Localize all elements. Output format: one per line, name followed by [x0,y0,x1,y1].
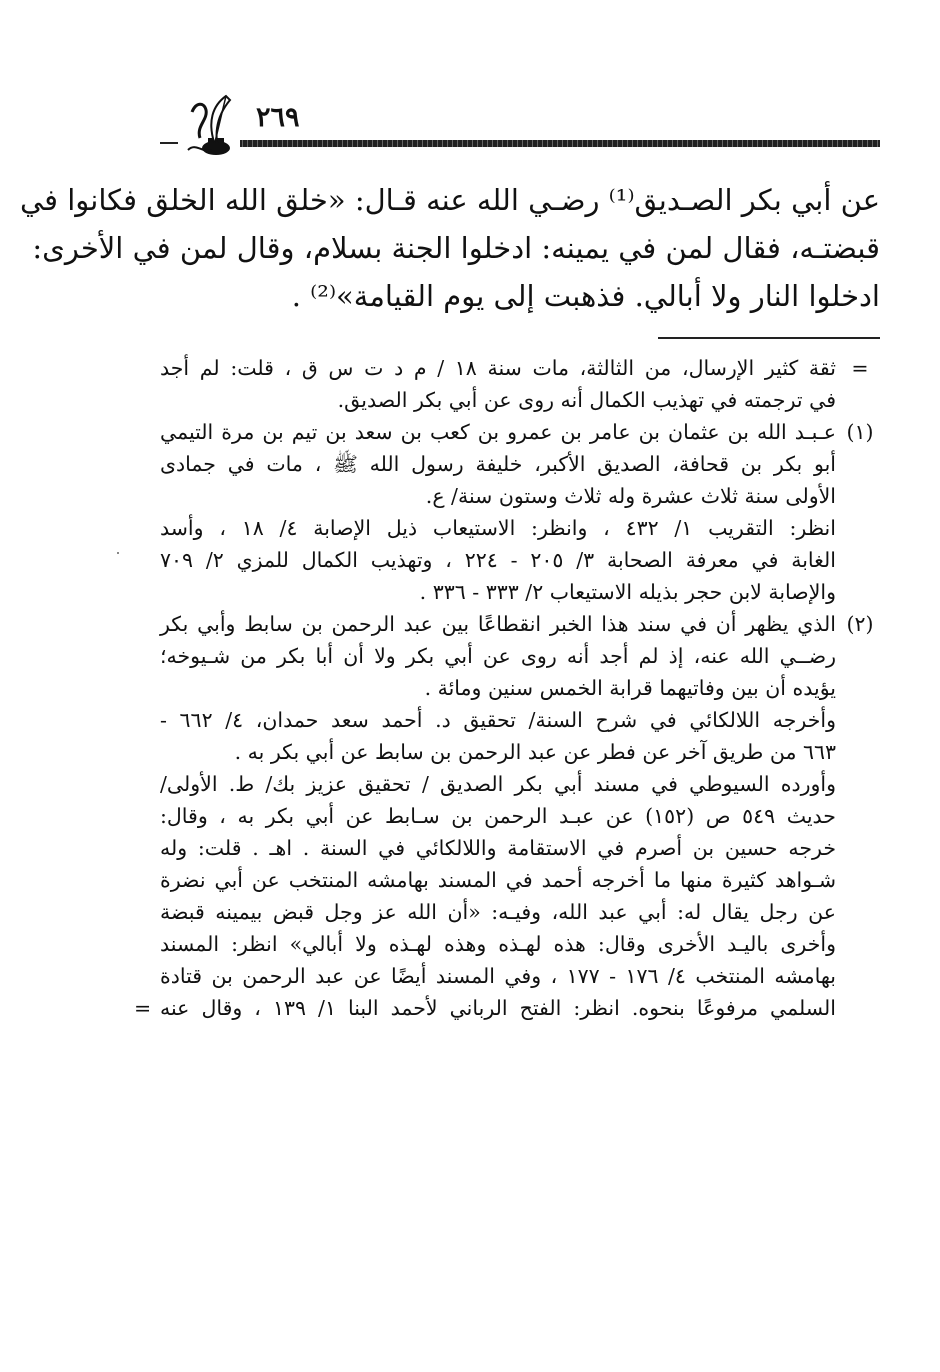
footnote-line: وأورده السيوطي في مسند أبي بكر الصديق / تحقيق عزيز بك/ ط. الأولى/ [160,772,836,796]
footnote-line: الغابة في معرفة الصحابة ٣/ ٢٠٥ - ٢٢٤ ، وتهذيب الكمال للمزي ٢/ ٧٠٩ [160,548,836,572]
footnote-line: ٦٦٣ من طريق آخر عن فطر عن عبد الرحمن بن سابط عن أبي بكر به . [234,740,836,764]
footnote-line: عـبـد الله بن عثمان بن عامر بن عمرو بن كعب بن سعد بن تيم بن مرة التيمي [160,420,836,444]
footnote-marker: (٢) [846,612,874,636]
footnote-line: وأخرى باليـد الأخرى وقال: هذه لهـذه وهذه لهـذه ولا أبالي» انظر: المسند [160,932,836,956]
footnote-line: رضــي الله عنه، إذ لم أجد أنه روى عن أبي بكر ولا أن أبا بكر من شـيوخه؛ [160,644,836,668]
quill-inkwell-icon [182,92,242,162]
footnote-line: انظر: التقريب ١/ ٤٣٢ ، وانظر: الاستيعاب ذيل الإصابة ٤/ ١٨ ، وأسد [160,516,836,540]
footnote-continued [160,352,880,416]
page-number: ٢٦٩ [256,102,300,133]
footnote-line: الذي يظهر أن في سند هذا الخبر انقطاعًا بين عبد الرحمن بن سابط وأبي بكر [160,612,836,636]
continuation-mark: = [134,996,152,1020]
footnote-marker: (١) [846,420,874,444]
footnote-line: أبو بكر بن قحافة، الصديق الأكبر، خليفة رسول الله ﷺ ، مات في جمادى [160,452,836,476]
main-text-line: ادخلوا النار ولا أبالي. فذهبت إلى يوم القيامة»⁽²⁾ . [291,279,880,313]
footnote-line: ثقة كثير الإرسال، من الثالثة، مات سنة ١٨ / م د ت س ق ، قلت: لم أجد [160,356,836,380]
footnote-line: يؤيده أن بين وفاتيهما قرابة الخمس سنين ومائة . [424,676,836,700]
footnote-line: خرجه حسين بن أصرم في الاستقامة واللالكائي في السنة . اهـ . قلت: وله [160,836,836,860]
footnote-line: شـواهد كثيرة منها ما أخرجه أحمد في المسند بهامشه المنتخب عن أبي نضرة [160,868,836,892]
footnote-line: في ترجمته في تهذيب الكمال أنه روى عن أبي بكر الصديق. [337,388,836,412]
footnote-line: والإصابة لابن حجر بذيله الاستيعاب ٢/ ٣٣٣ - ٣٣٦ . [419,580,836,604]
header-rule [240,140,880,147]
footnote-line: عن رجل يقال له: أبي عبد الله، وفيـه: «أن الله عز وجل قبض بيمينه قبضة [160,900,836,924]
footnotes [134,352,880,1024]
footnote-1 [160,416,880,608]
footnote-line: وأخرجه اللالكائي في شرح السنة/ تحقيق د. أحمد سعد حمدان، ٤/ ٦٦٢ - [160,708,836,732]
footnote-marker: = [851,356,869,380]
footnote-line: حديث ٥٤٩ ص (١٥٢) عن عبـد الرحمن بن سـابط عن أبي بكر به ، وقال: [160,804,836,828]
footnote-line: بهامشه المنتخب ٤/ ١٧٦ - ١٧٧ ، وفي المسند أيضًا عن عبد الرحمن بن قتادة [160,964,836,988]
main-text-line: قبضتـه، فقال لمن في يمينه: ادخلوا الجنة بسلام، وقال لمن في الأخرى: [32,231,880,265]
header-dash [160,142,178,144]
footnote-2 [134,608,880,1024]
footnote-line: الأولى سنة ثلاث عشرة وله ثلاث وستون سنة/ ع. [425,484,836,508]
main-text [19,176,880,320]
main-text-line: عن أبي بكر الصـديق⁽¹⁾ رضـي الله عنه قـال: «خلق الله الخلق فكانوا في [19,183,880,217]
scan-speck [117,552,119,554]
footnote-separator [658,337,880,339]
footnote-line: السلمي مرفوعًا بنحوه. انظر: الفتح الرباني لأحمد البنا ١/ ١٣٩ ، وقال عنه [160,996,836,1020]
page-header [160,92,880,162]
